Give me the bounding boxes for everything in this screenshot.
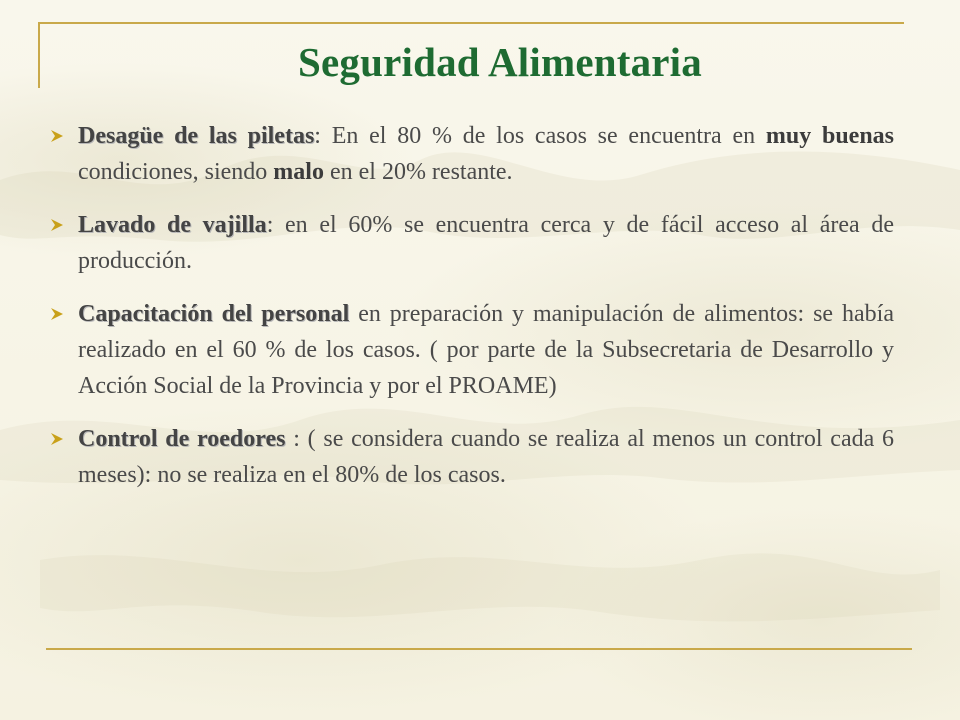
bullet-item-vajilla — [50, 207, 894, 279]
slide-title: Seguridad Alimentaria — [298, 39, 702, 85]
arrowhead-bullet-icon — [50, 307, 64, 321]
item-bold-text: muy buenas — [765, 123, 895, 149]
item-term: Control de roedores — [78, 426, 286, 452]
item-term: Capacitación del personal — [78, 301, 350, 327]
item-text: : en el 60% se encuentra cerca y de fácil acceso al área de producción. — [78, 212, 894, 274]
item-term: Desagüe de las piletas — [78, 123, 315, 149]
item-text: condiciones, siendo — [78, 159, 274, 185]
bullet-item-capacitacion — [50, 296, 894, 404]
item-text: en el 20% restante. — [323, 159, 513, 185]
item-text: en preparación y manipulación de alimentos: se había realizado en el 60 % de los casos. ( por parte de la Subsecretaria de Desarrollo y Acción Social de la Provincia y por el PROAME) — [78, 301, 894, 399]
item-text: : En el 80 % de los casos se encuentra en — [314, 123, 766, 149]
bottom-frame-line — [46, 648, 912, 650]
bullet-list — [50, 118, 894, 510]
arrowhead-bullet-icon — [50, 218, 64, 232]
arrowhead-bullet-icon — [50, 129, 64, 143]
item-text: : ( se considera cuando se realiza al menos un control cada 6 meses): no se realiza en el 80% de los casos. — [78, 426, 894, 488]
bullet-item-roedores — [50, 421, 894, 493]
arrowhead-bullet-icon — [50, 432, 64, 446]
item-bold-text: malo — [273, 159, 324, 185]
item-term: Lavado de vajilla — [78, 212, 267, 238]
bullet-item-desague — [50, 118, 894, 190]
top-frame-line — [38, 22, 904, 24]
